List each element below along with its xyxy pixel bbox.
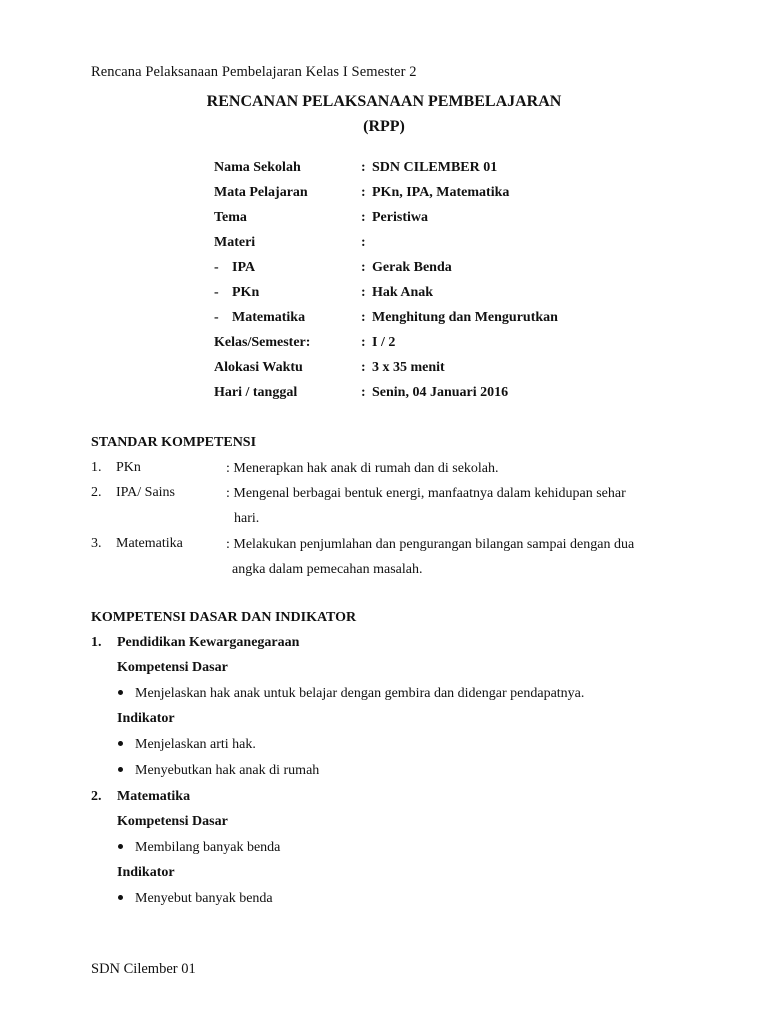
info-colon: : [361, 335, 366, 350]
bullet-text: Menyebut banyak benda [135, 891, 273, 906]
dash: - [214, 260, 219, 275]
kompetensi-dasar-heading: KOMPETENSI DASAR DAN INDIKATOR [91, 610, 357, 625]
document-subtitle: (RPP) [363, 118, 405, 135]
dash: - [214, 310, 219, 325]
document-title: RENCANAN PELAKSANAAN PEMBELAJARAN [206, 93, 562, 110]
item-subject: Matematika [116, 536, 183, 551]
info-value: SDN CILEMBER 01 [372, 160, 498, 175]
bullet-icon [118, 844, 123, 849]
standar-kompetensi-heading: STANDAR KOMPETENSI [91, 435, 257, 450]
item-text: : Mengenal berbagai bentuk energi, manfaatnya dalam kehidupan sehar [226, 486, 626, 501]
bullet-text: Menjelaskan hak anak untuk belajar dengan gembira dan didengar pendapatnya. [135, 686, 585, 701]
subject-heading [91, 789, 190, 805]
info-value: Gerak Benda [372, 260, 452, 275]
info-value: Peristiwa [372, 210, 428, 225]
page-footer: SDN Cilember 01 [91, 961, 196, 977]
kd-label: Kompetensi Dasar [117, 814, 228, 829]
item-number: 2. [91, 485, 102, 500]
info-sublabel: PKn [232, 285, 260, 300]
info-value: Hak Anak [372, 285, 434, 300]
indikator-label: Indikator [117, 711, 175, 726]
info-label: Materi [214, 235, 256, 250]
item-text: : Melakukan penjumlahan dan pengurangan bilangan sampai dengan dua [226, 537, 635, 552]
kd-bullet-item [117, 686, 584, 702]
item-text-continued: angka dalam pemecahan masalah. [232, 562, 423, 577]
info-label: Alokasi Waktu [214, 360, 303, 375]
info-label: Tema [214, 210, 247, 225]
info-label [214, 260, 255, 276]
item-number: 1. [91, 460, 102, 475]
subject-name: Matematika [117, 789, 191, 804]
info-colon: : [361, 235, 366, 250]
info-label [214, 310, 305, 326]
info-label: Mata Pelajaran [214, 185, 308, 200]
info-sublabel: Matematika [232, 310, 306, 325]
item-subject: PKn [116, 460, 141, 475]
info-label [214, 285, 259, 301]
bullet-text: Menyebutkan hak anak di rumah [135, 763, 320, 778]
kd-label: Kompetensi Dasar [117, 660, 228, 675]
info-colon: : [361, 160, 366, 175]
info-label: Kelas/Semester: [214, 335, 311, 350]
subject-number: 2. [91, 789, 102, 804]
bullet-icon [118, 741, 123, 746]
bullet-icon [118, 767, 123, 772]
info-label: Nama Sekolah [214, 160, 301, 175]
subject-number: 1. [91, 635, 102, 650]
info-value: Senin, 04 Januari 2016 [372, 385, 509, 400]
item-number: 3. [91, 536, 102, 551]
info-colon: : [361, 185, 366, 200]
info-value: 3 x 35 menit [372, 360, 445, 375]
info-value: I / 2 [372, 335, 396, 350]
bullet-text: Membilang banyak benda [135, 840, 281, 855]
indikator-bullet-item [117, 737, 256, 753]
item-subject: IPA/ Sains [116, 485, 176, 500]
info-colon: : [361, 310, 366, 325]
info-colon: : [361, 385, 366, 400]
item-text: : Menerapkan hak anak di rumah dan di sekolah. [226, 461, 499, 476]
running-header: Rencana Pelaksanaan Pembelajaran Kelas I Semester 2 [91, 64, 417, 80]
indikator-label: Indikator [117, 865, 175, 880]
info-label: Hari / tanggal [214, 385, 298, 400]
indikator-bullet-item [117, 891, 273, 907]
info-colon: : [361, 210, 366, 225]
bullet-text: Menjelaskan arti hak. [135, 737, 256, 752]
indikator-bullet-item [117, 763, 319, 779]
info-value: Menghitung dan Mengurutkan [372, 310, 558, 325]
info-value: PKn, IPA, Matematika [372, 185, 510, 200]
bullet-icon [118, 895, 123, 900]
dash: - [214, 285, 219, 300]
subject-name: Pendidikan Kewarganegaraan [117, 635, 300, 650]
info-colon: : [361, 260, 366, 275]
subject-heading [91, 635, 299, 651]
info-colon: : [361, 360, 366, 375]
info-colon: : [361, 285, 366, 300]
bullet-icon [118, 690, 123, 695]
info-sublabel: IPA [232, 260, 256, 275]
item-text-continued: hari. [234, 511, 260, 526]
kd-bullet-item [117, 840, 280, 856]
